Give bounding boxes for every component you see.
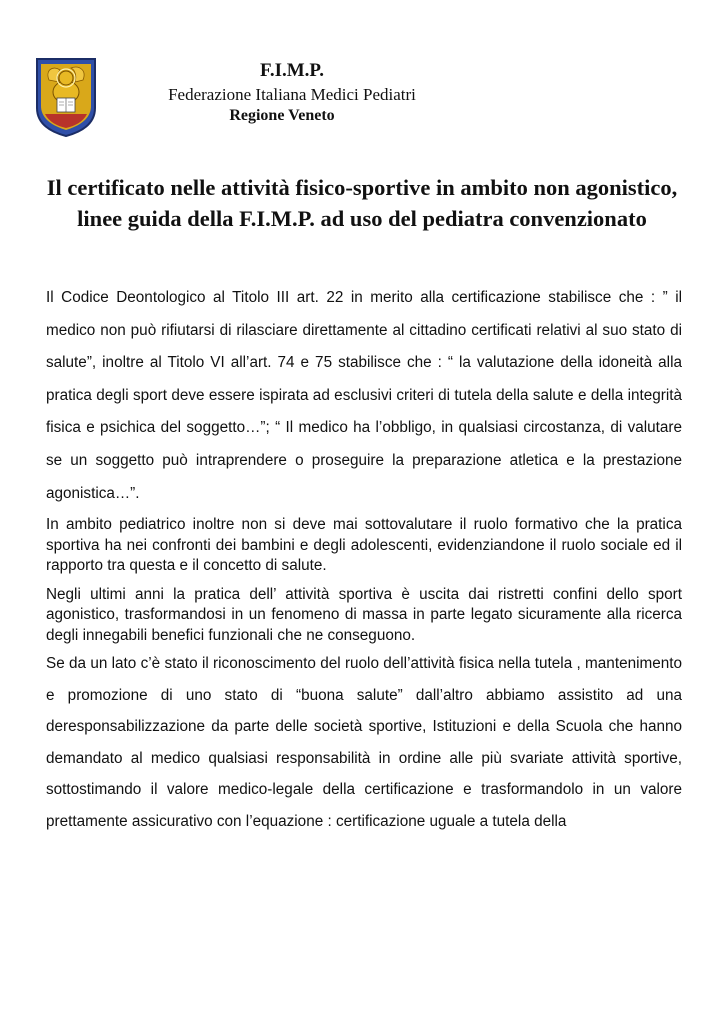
document-title: Il certificato nelle attività fisico-sportive in ambito non agonistico, linee guida della F.I.M.P. ad uso del pediatra convenzionato xyxy=(46,175,678,231)
organization-abbreviation: F.I.M.P. xyxy=(259,60,325,81)
organization-region: Regione Veneto xyxy=(229,107,335,124)
paragraph-deresponsibilization: Se da un lato c’è stato il riconoscimento del ruolo dell’attività fisica nella tutela , mantenimento e promozione di uno stato di “buona salute” dall’altro abbiamo assistito ad una deresponsabilizzazione da parte delle società sportive, Istituzioni e della Scuola che hanno demandato al medico qualsiasi responsabilità in ordine alle più svariate attività sportive, sottostimando il valore medico-legale della certificazione e trasformandolo in un valore prettamente assicurativo con l’equazione : certificazione uguale a tutela della xyxy=(46,655,682,830)
paragraph-mass-phenomenon: Negli ultimi anni la pratica dell’ attività sportiva è uscita dai ristretti confini dello sport agonistico, trasformandosi in un fenomeno di massa in parte legato sicuramente alla ricerca degli innegabili benefici funzionali che ne conseguono. xyxy=(46,585,682,644)
organization-name: Federazione Italiana Medici Pediatri xyxy=(168,85,416,104)
paragraph-deontological-code: Il Codice Deontologico al Titolo III art. 22 in merito alla certificazione stabilisce che : ” il medico non può rifiutarsi di rilasciare direttamente al cittadino certificati relativi al suo stato di salute”, inoltre al Titolo VI all’art. 74 e 75 stabilisce che : “ la valutazione della idoneità alla pratica degli sport deve essere ispirata ad esclusivi criteri di tutela della salute e della integrità fisica e psichica del soggetto…”; “ Il medico ha l’obbligo, in qualsiasi circostanza, di valutare se un soggetto può intraprendere o proseguire la preparazione atletica e la prestazione agonistica…”. xyxy=(46,289,682,502)
document-body xyxy=(46,282,682,837)
paragraph-pediatric-context: In ambito pediatrico inoltre non si deve mai sottovalutare il ruolo formativo che la pratica sportiva ha nei confronti dei bambini e degli adolescenti, evidenziandone il ruolo sociale ed il rapporto tra questa e il concetto di salute. xyxy=(46,516,682,575)
